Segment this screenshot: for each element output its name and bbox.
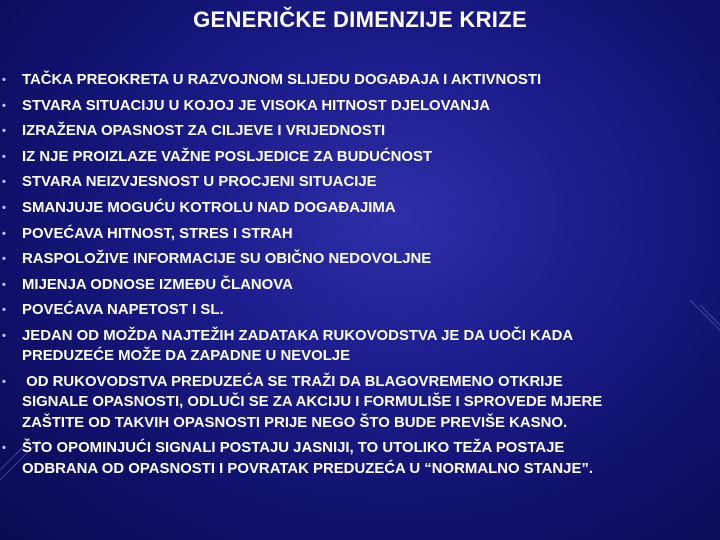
bullet-text-line: ZAŠTITE OD TAKVIH OPASNOSTI PRIJE NEGO ŠTO BUDE PREVIŠE KASNO. bbox=[22, 413, 568, 431]
bullet-text-line: JEDAN OD MOŽDA NAJTEŽIH ZADATAKA RUKOVODSTVA JE DA UOČI KADA bbox=[22, 326, 574, 344]
bullet-text-line: POVEĆAVA HITNOST, STRES I STRAH bbox=[22, 224, 293, 242]
bullet-item bbox=[0, 172, 720, 192]
bullet-text bbox=[22, 198, 720, 218]
bullet-item bbox=[0, 224, 720, 244]
bullet-item bbox=[0, 438, 720, 479]
bullet-text bbox=[22, 372, 720, 433]
bullet-text bbox=[22, 147, 720, 167]
bullet-text-line: OD RUKOVODSTVA PREDUZEĆA SE TRAŽI DA BLAGOVREMENO OTKRIJE bbox=[22, 372, 563, 390]
bullet-text-line: STVARA NEIZVJESNOST U PROCJENI SITUACIJE bbox=[22, 173, 377, 191]
bullet-list bbox=[0, 70, 720, 484]
bullet-dot-icon: • bbox=[2, 150, 6, 163]
bullet-dot-icon: • bbox=[2, 304, 6, 317]
bullet-text-line: PREDUZEĆE MOŽE DA ZAPADNE U NEVOLJE bbox=[22, 347, 351, 365]
bullet-text bbox=[22, 275, 720, 295]
bullet-text-line: TAČKA PREOKRETA U RAZVOJNOM SLIJEDU DOGAĐAJA I AKTIVNOSTI bbox=[22, 71, 542, 88]
bullet-text bbox=[22, 172, 720, 192]
bullet-text-line: IZRAŽENA OPASNOST ZA CILJEVE I VRIJEDNOSTI bbox=[22, 122, 386, 140]
slide-title: GENERIČKE DIMENZIJE KRIZE bbox=[193, 7, 527, 32]
bullet-text bbox=[22, 96, 720, 116]
bullet-text-line: SIGNALE OPASNOSTI, ODLUČI SE ZA AKCIJU I FORMULIŠE I SPROVEDE MJERE bbox=[22, 393, 603, 411]
bullet-text-line: ŠTO OPOMINJUĆI SIGNALI POSTAJU JASNIJI, TO UTOLIKO TEŽA POSTAJE bbox=[22, 439, 565, 457]
bullet-text bbox=[22, 121, 720, 141]
bullet-dot-icon: • bbox=[2, 329, 6, 342]
bullet-item bbox=[0, 275, 720, 295]
bullet-dot-icon: • bbox=[2, 125, 6, 138]
bullet-item bbox=[0, 249, 720, 269]
bullet-dot-icon: • bbox=[2, 442, 6, 455]
bullet-dot-icon: • bbox=[2, 253, 6, 266]
bullet-text bbox=[22, 326, 720, 367]
bullet-text-line: RASPOLOŽIVE INFORMACIJE SU OBIČNO NEDOVOLJNE bbox=[22, 250, 432, 268]
bullet-item bbox=[0, 147, 720, 167]
bullet-item bbox=[0, 70, 720, 90]
bullet-text-line: STVARA SITUACIJU U KOJOJ JE VISOKA HITNOST DJELOVANJA bbox=[22, 96, 491, 114]
bullet-text-line: ODBRANA OD OPASNOSTI I POVRATAK PREDUZEĆA U “NORMALNO STANJE”. bbox=[22, 459, 594, 477]
bullet-item bbox=[0, 198, 720, 218]
bullet-text-line: MIJENJA ODNOSE IZMEĐU ČLANOVA bbox=[22, 275, 293, 293]
bullet-text bbox=[22, 438, 720, 479]
bullet-dot-icon: • bbox=[2, 227, 6, 240]
bullet-text bbox=[22, 70, 720, 90]
bullet-text-line: IZ NJE PROIZLAZE VAŽNE POSLJEDICE ZA BUDUĆNOST bbox=[22, 147, 433, 165]
bullet-text bbox=[22, 224, 720, 244]
bullet-dot-icon: • bbox=[2, 99, 6, 112]
bullet-dot-icon: • bbox=[2, 201, 6, 214]
bullet-dot-icon: • bbox=[2, 375, 6, 388]
bullet-text-line: POVEĆAVA NAPETOST I SL. bbox=[22, 301, 224, 319]
bullet-item bbox=[0, 96, 720, 116]
bullet-item bbox=[0, 326, 720, 367]
bullet-dot-icon: • bbox=[2, 278, 6, 291]
bullet-dot-icon: • bbox=[2, 74, 6, 86]
bullet-dot-icon: • bbox=[2, 176, 6, 189]
bullet-text bbox=[22, 300, 720, 320]
bullet-item bbox=[0, 300, 720, 320]
bullet-item bbox=[0, 372, 720, 433]
bullet-text-line: SMANJUJE MOGUĆU KOTROLU NAD DOGAĐAJIMA bbox=[22, 198, 396, 216]
bullet-text bbox=[22, 249, 720, 269]
bullet-item bbox=[0, 121, 720, 141]
